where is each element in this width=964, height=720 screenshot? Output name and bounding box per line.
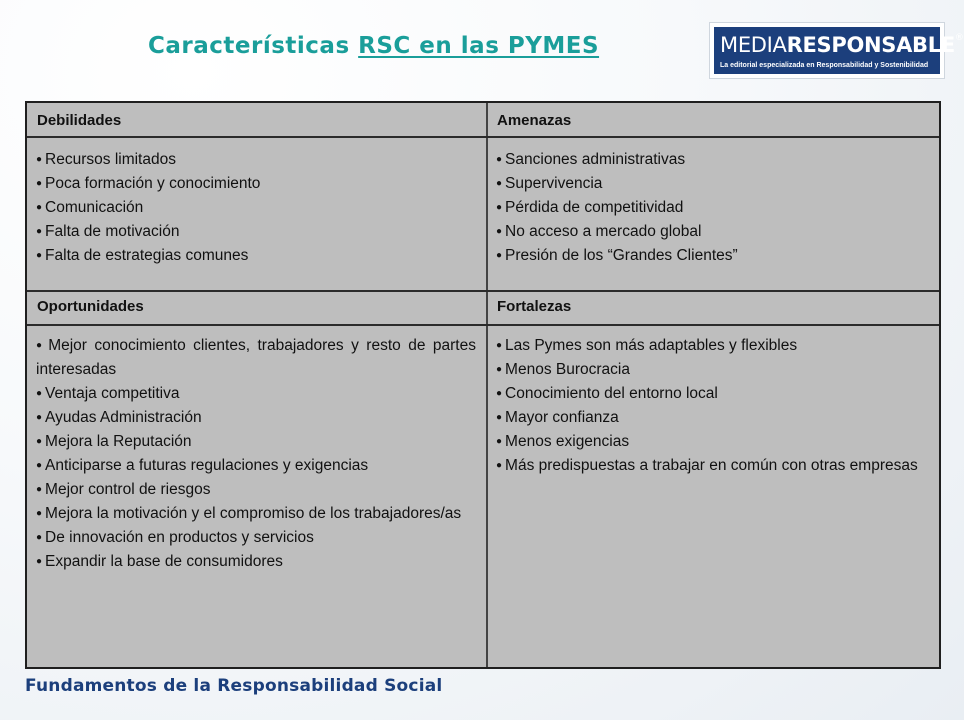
logo-wordmark [720, 33, 964, 57]
list-item: ● Mejor control de riesgos [36, 478, 476, 502]
header-debilidades: Debilidades [37, 112, 122, 129]
list-item: ● De innovación en productos y servicios [36, 526, 476, 550]
header-amenazas: Amenazas [497, 112, 572, 129]
list-item: ● Falta de motivación [36, 220, 476, 244]
header-fortalezas: Fortalezas [497, 298, 572, 315]
logo-name-bold: RESPONSABLE [786, 33, 955, 57]
swot-table [25, 101, 941, 669]
logo-tagline: La editorial especializada en Responsabilidad y Sostenibilidad [720, 62, 929, 69]
list-item: ● Ayudas Administración [36, 406, 476, 430]
list-item: ● Pérdida de competitividad [496, 196, 934, 220]
header-oportunidades: Oportunidades [37, 298, 144, 315]
row-divider-1 [27, 136, 939, 138]
logo-name-light: MEDIA [720, 33, 787, 57]
list-item: ● Supervivencia [496, 172, 934, 196]
list-debilidades [36, 148, 476, 268]
list-item: ● Mejora la motivación y el compromiso de los trabajadores/as [36, 502, 476, 526]
list-item: ● Mejora la Reputación [36, 430, 476, 454]
list-item: ● Presión de los “Grandes Clientes” [496, 244, 934, 268]
list-item: ● Recursos limitados [36, 148, 476, 172]
footer-title: Fundamentos de la Responsabilidad Social [25, 676, 443, 696]
list-item: ● Ventaja competitiva [36, 382, 476, 406]
list-item: ● Expandir la base de consumidores [36, 550, 476, 574]
list-item: ● Poca formación y conocimiento [36, 172, 476, 196]
list-item: ● Mejor conocimiento clientes, trabajadores y resto de partes interesadas [36, 334, 476, 382]
list-item: ● Mayor confianza [496, 406, 934, 430]
mediaresponsable-logo [709, 22, 964, 79]
column-divider [486, 103, 488, 667]
logo-registered: ® [954, 33, 964, 43]
list-item: ● Las Pymes son más adaptables y flexibles [496, 334, 934, 358]
list-item: ● No acceso a mercado global [496, 220, 934, 244]
logo-panel [714, 27, 964, 74]
list-item: ● Anticiparse a futuras regulaciones y exigencias [36, 454, 476, 478]
title-prefix: Características [148, 33, 359, 59]
list-item: ● Conocimiento del entorno local [496, 382, 934, 406]
list-item: ● Menos exigencias [496, 430, 934, 454]
list-item: ● Sanciones administrativas [496, 148, 934, 172]
row-divider-3 [27, 324, 939, 326]
list-amenazas [496, 148, 934, 268]
list-fortalezas [496, 334, 934, 478]
list-item: ● Menos Burocracia [496, 358, 934, 382]
title-underlined: RSC en las PYMES [358, 33, 600, 59]
list-item: ● Falta de estrategias comunes [36, 244, 476, 268]
list-item: ● Comunicación [36, 196, 476, 220]
list-oportunidades [36, 334, 476, 574]
slide-title [148, 33, 599, 59]
list-item: ● Más predispuestas a trabajar en común con otras empresas [496, 454, 934, 478]
row-divider-2 [27, 290, 939, 292]
